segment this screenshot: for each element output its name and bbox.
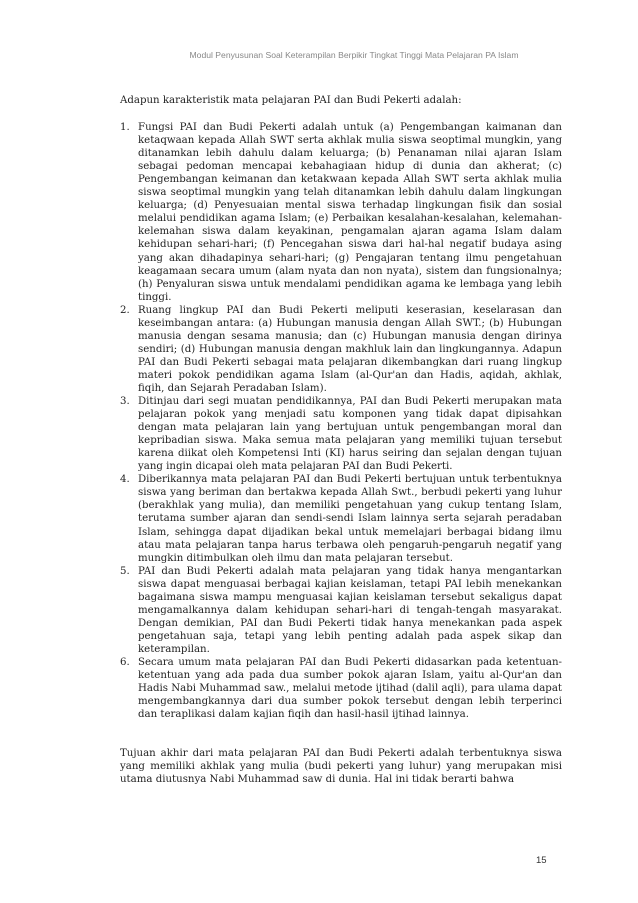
characteristics-list	[120, 121, 562, 721]
list-item	[120, 473, 562, 564]
closing-paragraph: Tujuan akhir dari mata pelajaran PAI dan Budi Pekerti adalah terbentuknya siswa yang memiliki akhlak yang mulia (budi pekerti yang luhur) yang merupakan misi utama diutusnya Nabi Muhammad saw di dunia. Hal ini tidak berarti bahwa	[120, 748, 562, 786]
list-item-text: PAI dan Budi Pekerti adalah mata pelajaran yang tidak hanya mengantarkan siswa dapat menguasai berbagai kajian keislaman, tetapi PAI lebih menekankan bagaimana siswa mampu menguasai kajian keislaman tersebut sekaligus dapat mengamalkannya dalam kehidupan sehari-hari di tengah-tengah masyarakat. Dengan demikian, PAI dan Budi Pekerti tidak hanya menekankan pada aspek pengetahuan saja, tetapi yang lebih penting adalah pada aspek sikap dan keterampilan.	[138, 565, 562, 655]
list-item	[120, 656, 562, 721]
list-item-text: Diberikannya mata pelajaran PAI dan Budi Pekerti bertujuan untuk terbentuknya siswa yang beriman dan bertakwa kepada Allah Swt., berbudi pekerti yang luhur (berakhlak yang mulia), dan memiliki pengetahuan yang cukup tentang Islam, terutama sumber ajaran dan sendi-sendi Islam lainnya serta sejarah peradaban Islam, sehingga dapat dijadikan bekal untuk memelajari berbagai bidang ilmu atau mata pelajaran tanpa harus terbawa oleh pengaruh-pengaruh negatif yang mungkin ditimbulkan oleh ilmu dan mata pelajaran tersebut.	[138, 474, 562, 564]
page-body	[120, 94, 562, 797]
list-item	[120, 121, 562, 304]
list-item-text: Ditinjau dari segi muatan pendidikannya, PAI dan Budi Pekerti merupakan mata pelajaran pokok yang menjadi satu komponen yang tidak dapat dipisahkan dengan mata pelajaran lain yang bertujuan untuk pengembangan moral dan kepribadian siswa. Maka semua mata pelajaran yang memiliki tujuan tersebut karena diikat oleh Kompetensi Inti (KI) harus seiring dan sejalan dengan tujuan yang ingin dicapai oleh mata pelajaran PAI dan Budi Pekerti.	[138, 396, 562, 473]
list-item	[120, 304, 562, 395]
list-item	[120, 395, 562, 473]
running-header	[0, 50, 638, 60]
list-item	[120, 565, 562, 656]
page-number: 15	[536, 855, 547, 866]
intro-paragraph: Adapun karakteristik mata pelajaran PAI dan Budi Pekerti adalah:	[120, 95, 462, 106]
list-item-number: 1.	[120, 122, 130, 134]
list-item-number: 5.	[120, 565, 130, 577]
list-item-number: 4.	[120, 474, 130, 486]
list-item-number: 6.	[120, 656, 130, 668]
list-item-number: 3.	[120, 396, 130, 408]
list-item-text: Secara umum mata pelajaran PAI dan Budi Pekerti didasarkan pada ketentuan-ketentuan yang ada pada dua sumber pokok ajaran Islam, yaitu al-Qur'an dan Hadis Nabi Muhammad saw., melalui metode ijtihad (dalil aqli), para ulama dapat mengembangkannya dari dua sumber pokok tersebut dengan lebih terperinci dan teraplikasi dalam kajian fiqih dan hasil-hasil ijtihad lainnya.	[138, 656, 562, 721]
list-item-number: 2.	[120, 304, 130, 316]
running-header-text: Modul Penyusunan Soal Keterampilan Berpikir Tingkat Tinggi Mata Pelajaran PA Islam	[189, 50, 519, 60]
list-item-text: Ruang lingkup PAI dan Budi Pekerti meliputi keserasian, keselarasan dan keseimbangan antara: (a) Hubungan manusia dengan Allah SWT.; (b) Hubungan manusia dengan sesama manusia; dan (c) Hubungan manusia dengan dirinya sendiri; (d) Hubungan manusia dengan makhluk lain dan lingkungannya. Adapun PAI dan Budi Pekerti sebagai mata pelajaran dikembangkan dari ruang lingkup materi pokok pendidikan agama Islam (al-Qur'an dan Hadis, aqidah, akhlak, fiqih, dan Sejarah Peradaban Islam).	[138, 304, 562, 394]
list-item-text: Fungsi PAI dan Budi Pekerti adalah untuk (a) Pengembangan kaimanan dan ketaqwaan kepada Allah SWT serta akhlak mulia siswa seoptimal mungkin, yang ditanamkan lebih dahulu dalam keluarga; (b) Penanaman nilai ajaran Islam sebagai pedoman mencapai kebahagiaan hidup di dunia dan akherat; (c) Pengembangan keimanan dan ketakwaan kepada Allah SWT serta akhlak mulia siswa seoptimal mungkin yang telah ditanamkan lebih dahulu dalam lingkungan keluarga; (d) Penyesuaian mental siswa terhadap lingkungan fisik dan sosial melalui pendidikan agama Islam; (e) Perbaikan kesalahan-kesalahan, kelemahan-kelemahan siswa dalam keyakinan, pengamalan ajaran agama Islam dalam kehidupan sehari-hari; (f) Pencegahan siswa dari hal-hal negatif budaya asing yang akan dihadapinya sehari-hari; (g) Pengajaran tentang ilmu pengetahuan keagamaan secara umum (alam nyata dan non nyata), sistem dan fungsionalnya; (h) Penyaluran siswa untuk mendalami pendidikan agama ke lembaga yang lebih tinggi.	[138, 122, 562, 303]
